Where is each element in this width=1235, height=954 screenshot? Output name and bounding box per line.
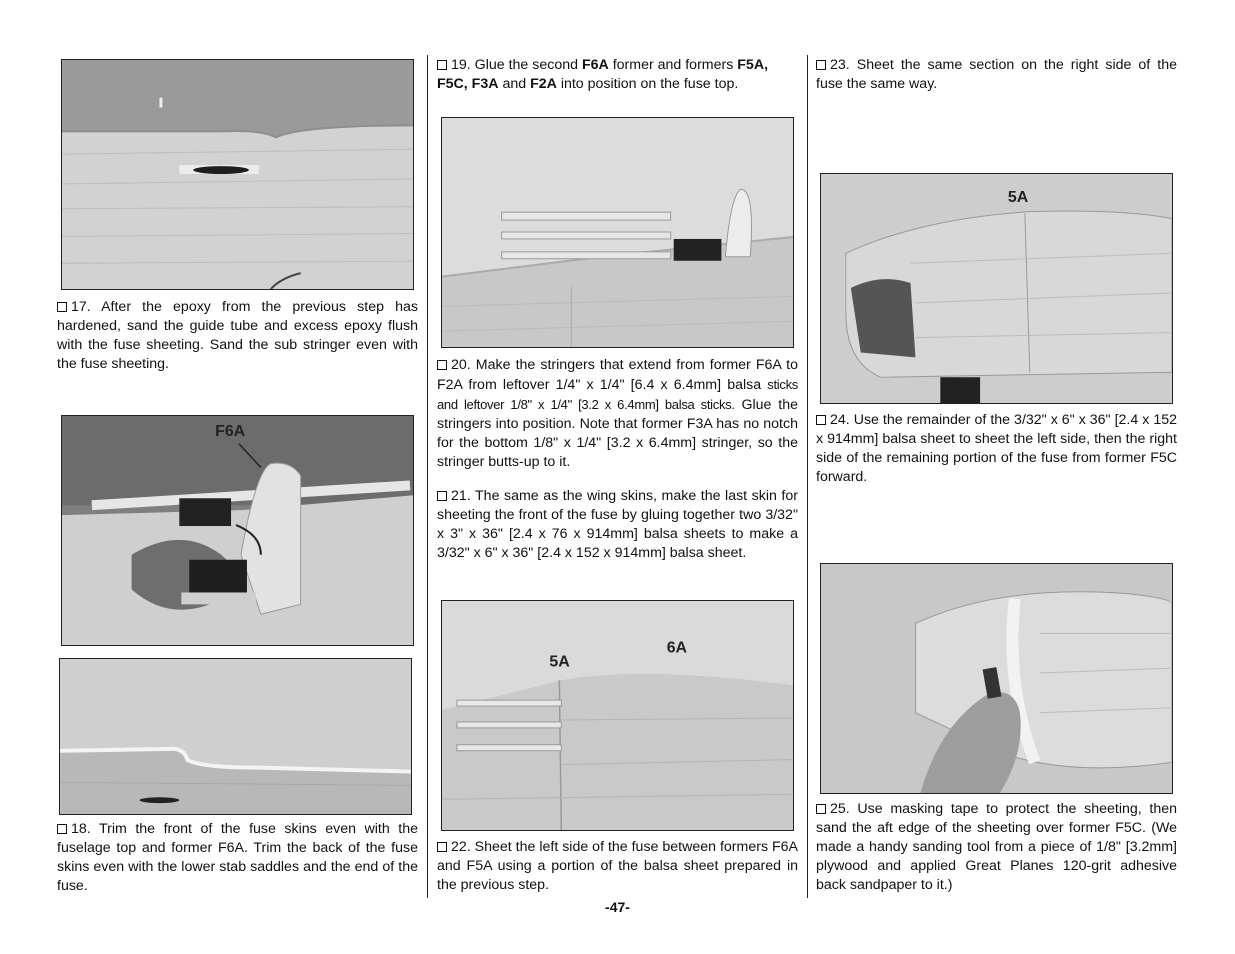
- former-label-f6a: F6A: [215, 422, 246, 440]
- checkbox-icon[interactable]: [437, 60, 447, 70]
- page-number: -47-: [605, 899, 630, 915]
- step-24-text: 24. Use the remainder of the 3/32" x 6" x 36" [2.4 x 152 x 914mm] balsa sheet to sheet the left side, then the right side of the remaining portion of the fuse from former F5C forward.: [816, 412, 1177, 485]
- former-label-5a: 5A: [1007, 188, 1029, 206]
- former-label-6a: 6A: [666, 639, 688, 657]
- step-18-text: 18. Trim the front of the fuse skins even with the fuselage top and former F6A. Trim the back of the fuse skins even with the lower stab saddles and the end of the fuse.: [57, 821, 418, 894]
- checkbox-icon[interactable]: [816, 415, 826, 425]
- checkbox-icon[interactable]: [437, 491, 447, 501]
- step-25-text: 25. Use masking tape to protect the sheeting, then sand the aft edge of the sheeting over former F5C. (We made a handy sanding tool from a piece of 1/8" [3.2mm] plywood and applied Great Planes 120-grit adhesive back sandpaper to it.): [816, 801, 1177, 893]
- step-23-text: 23. Sheet the same section on the right side of the fuse the same way.: [816, 57, 1177, 92]
- photo-step-18-former: [61, 415, 414, 646]
- photo-step-18-profile: [59, 658, 412, 815]
- step-22-text: 22. Sheet the left side of the fuse between formers F6A and F5A using a portion of the balsa sheet prepared in the previous step.: [437, 839, 799, 893]
- checkbox-icon[interactable]: [57, 824, 67, 834]
- checkbox-icon[interactable]: [816, 60, 826, 70]
- column-divider-right: [807, 55, 808, 898]
- photo-step-23: [820, 173, 1173, 404]
- step-21-text: 21. The same as the wing skins, make the last skin for sheeting the front of the fuse by gluing together two 3/32" x 3" x 36" [2.4 x 76 x 914mm] balsa sheets to make a 3/32" x 6" x 36" [2.4 x 152 x 914mm] balsa sheet.: [437, 488, 798, 561]
- photo-step-25: [820, 563, 1173, 794]
- former-label-5a: 5A: [549, 653, 570, 671]
- column-divider-left: [427, 55, 428, 898]
- checkbox-icon[interactable]: [57, 302, 67, 312]
- checkbox-icon[interactable]: [437, 842, 447, 852]
- photo-step-22: [441, 600, 794, 831]
- step-20-text: 20. Make the stringers that extend from former F6A to F2A from leftover 1/4" x 1/4" [6.4 x 6.4mm] balsa sticks and leftover 1/8" x 1/4" [3.2 x 6.4mm] balsa sticks. Glue the stringers into position. Note that former F3A has no notch for the bottom 1/8" x 1/4" [3.2 x 6.4mm] stringer, so the stringer butts-up to it.: [437, 357, 798, 470]
- checkbox-icon[interactable]: [816, 804, 826, 814]
- step-17-text: 17. After the epoxy from the previous step has hardened, sand the guide tube and excess epoxy flush with the fuse sheeting. Sand the sub stringer even with the fuse sheeting.: [57, 299, 418, 372]
- photo-step-17: [61, 59, 414, 290]
- step-19-text: 19. Glue the second F6A former and formers F5A, F5C, F3A and F2A into position on the fuse top.: [437, 57, 769, 92]
- checkbox-icon[interactable]: [437, 360, 447, 370]
- photo-step-19: [441, 117, 794, 348]
